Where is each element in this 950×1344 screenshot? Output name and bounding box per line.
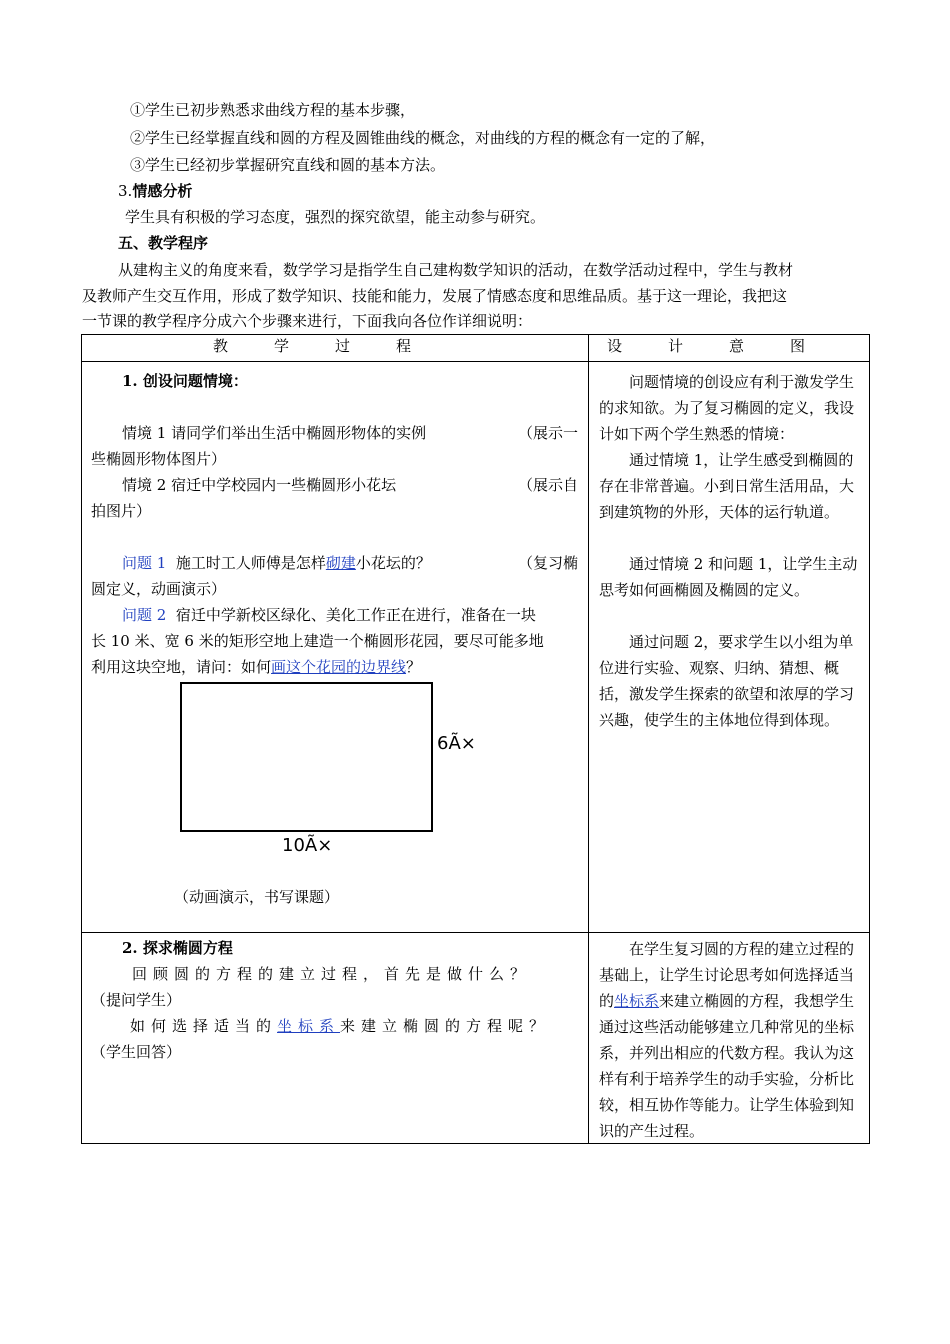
emotion-heading-num: 3. xyxy=(118,182,133,200)
col-header-process: 教学过程 xyxy=(82,335,589,362)
step1-intent-p1: 问题情境的创设应有利于激发学生的求知欲。为了复习椭圆的定义，我设计如下两个学生熟悉的情境： xyxy=(599,373,855,443)
step2-line2a: 如何选择适当的 xyxy=(130,1017,278,1035)
step2-coord-link[interactable]: 坐标系 xyxy=(277,1017,341,1035)
step1-intent-p3: 通过情境 2 和问题 1，让学生主动思考如何画椭圆及椭圆的定义。 xyxy=(599,555,858,599)
question1-note-cont: 圆定义，动画演示） xyxy=(91,580,227,598)
section5-heading: 五、教学程序 xyxy=(118,234,209,252)
step2-line2 xyxy=(130,1016,550,1036)
step1-title: 1. 创设问题情境： xyxy=(122,372,248,390)
intro-point-3: ③学生已经初步掌握研究直线和圆的基本方法。 xyxy=(130,156,446,174)
scenario2-text: 情境 2 宿迁中学校园内一些椭圆形小花坛 xyxy=(122,476,397,494)
intro-point-2: ②学生已经掌握直线和圆的方程及圆锥曲线的概念，对曲线的方程的概念有一定的了解， xyxy=(130,129,716,147)
question2-text-1: 宿迁中学新校区绿化、美化工作正在进行，准备在一块 xyxy=(175,606,536,624)
question2-label: 问题 2 xyxy=(122,606,167,624)
question1-text-a: 施工时工人师傅是怎样 xyxy=(175,554,326,572)
step2-intent-a: 在学生复习圆的方程的建立过程的基础上，让学生讨论思考如何选择适当的 xyxy=(599,940,855,1010)
question2-text-3a: 利用这块空地，请问：如何 xyxy=(91,658,272,676)
question1-text-b: 小花坛的？ xyxy=(355,554,431,572)
question1-line xyxy=(122,553,431,573)
rect-height-label: 6Ã× xyxy=(437,733,476,754)
question1-label: 问题 1 xyxy=(122,554,167,572)
col-header-intent: 设计意图 xyxy=(589,335,870,362)
step2-intent-cell xyxy=(589,933,870,1144)
step2-line2-note: （学生回答） xyxy=(91,1043,182,1061)
step2-line2b: 来建立椭圆的方程呢？ xyxy=(340,1017,551,1035)
step2-title: 2. 探求椭圆方程 xyxy=(122,939,233,957)
intro-point-1: ①学生已初步熟悉求曲线方程的基本步骤， xyxy=(130,101,416,119)
question1-note: （复习椭 xyxy=(518,554,579,572)
question2-line2: 长 10 米、宽 6 米的矩形空地上建造一个椭圆形花园，要尽可能多地 xyxy=(91,632,544,650)
step2-process-cell xyxy=(82,933,589,1144)
emotion-heading-text: 情感分析 xyxy=(132,182,193,200)
section5-para-line2: 及教师产生交互作用，形成了数学知识、技能和能力，发展了情感态度和思维品质。基于这一理论，我把这 xyxy=(82,287,788,305)
step1-intent-cell xyxy=(589,362,870,933)
scenario2-note-cont: 拍图片） xyxy=(91,502,152,520)
scenario1-note: （展示一 xyxy=(518,424,579,442)
question2-link[interactable]: 画这个花园的边界线 xyxy=(271,658,407,676)
garden-rectangle xyxy=(180,682,433,832)
teaching-procedure-table xyxy=(81,334,870,1144)
emotion-heading xyxy=(118,181,192,201)
question1-link[interactable]: 砌建 xyxy=(325,554,356,572)
table-row-step2 xyxy=(82,933,870,1144)
emotion-text: 学生具有积极的学习态度，强烈的探究欲望，能主动参与研究。 xyxy=(125,208,546,226)
step2-intent-b: 来建立椭圆的方程，我想学生通过这些活动能够建立几种常见的坐标系，并列出相应的代数方程。我认为这样有利于培养学生的动手实验，分析比较，相互协作等能力。让学生体验到知识的产生过程。 xyxy=(599,992,855,1140)
scenario1-text: 情境 1 请同学们举出生活中椭圆形物体的实例 xyxy=(122,424,427,442)
step1-intent-text xyxy=(599,369,861,733)
table-row-step1 xyxy=(82,362,870,933)
rect-width-label: 10Ã× xyxy=(282,835,333,856)
step1-intent-p2: 通过情境 1，让学生感受到椭圆的存在非常普遍。小到日常生活用品，大到建筑物的外形，天体的运行轨道。 xyxy=(599,451,855,521)
step2-line1-note: （提问学生） xyxy=(91,991,182,1009)
section5-para-line1: 从建构主义的角度来看，数学学习是指学生自己建构数学知识的活动，在数学活动过程中，学生与教材 xyxy=(118,261,794,279)
step2-intent-link[interactable]: 坐标系 xyxy=(614,992,660,1010)
question2-line3 xyxy=(91,657,421,677)
section5-para-line3: 一节课的教学程序分成六个步骤来进行，下面我向各位作详细说明： xyxy=(82,312,533,330)
scenario2-note: （展示自 xyxy=(518,476,579,494)
step1-process-cell xyxy=(82,362,589,933)
question2-line1 xyxy=(122,605,536,625)
table-header-row xyxy=(82,335,870,362)
step2-line1: 回顾圆的方程的建立过程，首先是做什么？ xyxy=(132,965,532,983)
scenario1-note-cont: 些椭圆形物体图片） xyxy=(91,450,227,468)
animation-note: （动画演示，书写课题） xyxy=(174,888,340,906)
step1-intent-p4: 通过问题 2，要求学生以小组为单位进行实验、观察、归纳、猜想、概括，激发学生探索的欲望和浓厚的学习兴趣，使学生的主体地位得到体现。 xyxy=(599,633,855,729)
step2-intent-text xyxy=(599,936,861,1144)
question2-text-3b: ？ xyxy=(406,658,422,676)
